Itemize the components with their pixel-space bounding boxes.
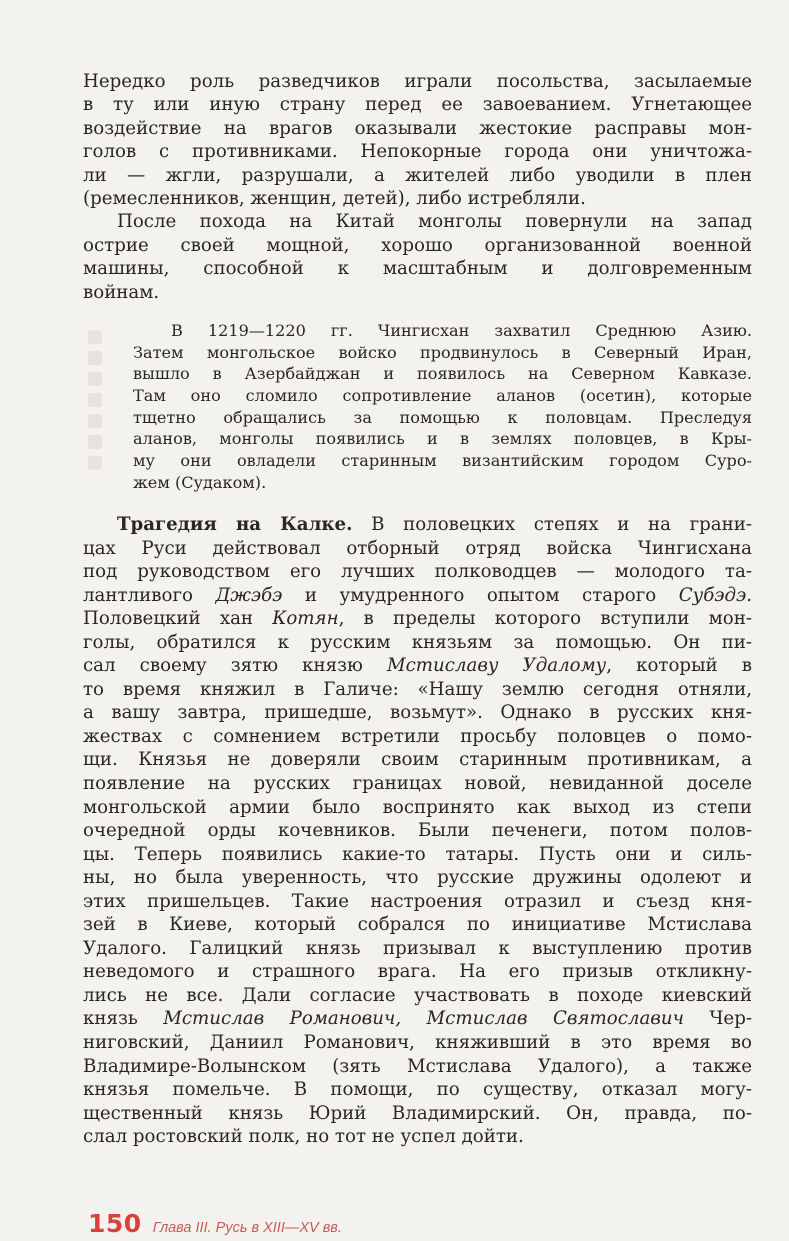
- text-line: В 1219—1220 гг. Чингисхан захватил Среднюю Азию.: [171, 321, 752, 340]
- text-line: аланов, монголы появились и в землях половцев, в Кры-: [133, 429, 752, 449]
- text-line: появление на русских границах новой, невиданной доселе: [83, 773, 752, 795]
- text-line: Удалого. Галицкий князь призывал к выступлению против: [83, 937, 752, 959]
- margin-mark: [88, 351, 102, 365]
- text-line: Владимире-Волынском (зять Мстислава Удалого), а также: [83, 1055, 752, 1077]
- text-span: князь: [83, 1008, 164, 1030]
- text-line: голы, обратился к русским князьям за помощью. Он пи-: [83, 631, 752, 653]
- text-line: голов с противниками. Непокорные города они уничтожа-: [83, 141, 752, 163]
- text-line: вышло в Азербайджан и появилось на Северном Кавказе.: [133, 364, 752, 384]
- text-line: машины, способной к масштабным и долговременным: [83, 258, 752, 280]
- margin-mark: [88, 435, 102, 449]
- text-line: ниговский, Даниил Романович, княживший в это время во: [83, 1032, 752, 1054]
- text-line: неведомого и страшного врага. На его призыв откликну-: [83, 961, 752, 983]
- text-line: под руководством его лучших полководцев — молодого та-: [83, 561, 752, 583]
- text-span: лантливого: [83, 584, 216, 606]
- text-line: зей в Киеве, который собрался по инициативе Мстислава: [83, 914, 752, 936]
- text-line: щи. Князья не доверяли своим старинным противникам, а: [83, 749, 752, 771]
- text-line: жем (Судаком).: [133, 472, 267, 492]
- text-line: а вашу завтра, пришедше, возьмут». Однако в русских кня-: [83, 702, 752, 724]
- text-line: острие своей мощной, хорошо организованной военной: [83, 234, 752, 256]
- text-line: Затем монгольское войско продвинулось в Северный Иран,: [133, 342, 752, 362]
- margin-mark: [88, 372, 102, 386]
- text-line: [83, 1007, 752, 1031]
- text-line: [83, 584, 752, 608]
- person-name: Мстислав Святославич: [426, 1008, 684, 1030]
- text-line: войнам.: [83, 281, 160, 303]
- text-line: (ремесленников, женщин, детей), либо истребляли.: [83, 187, 586, 209]
- text-line: [83, 654, 752, 678]
- person-name: Субэдэ.: [678, 584, 752, 606]
- intro-text-block: [83, 70, 752, 304]
- chapter-title: Глава III. Русь в XIII—XV вв.: [152, 1220, 342, 1236]
- text-line: Нередко роль разведчиков играли посольства, засылаемые: [83, 71, 752, 92]
- margin-mark: [88, 330, 102, 344]
- text-line: му они овладели старинным византийским городом Суро-: [133, 451, 752, 471]
- text-line: этих пришельцев. Такие настроения отразил и съезд кня-: [83, 890, 752, 912]
- text-line: цах Руси действовал отборный отряд войска Чингисхана: [83, 537, 752, 559]
- text-span: сал своему зятю князю: [83, 655, 387, 677]
- text-line: ли — жгли, разрушали, а жителей либо уводили в плен: [83, 164, 752, 186]
- text-line: монгольской армии было воспринято как выход из степи: [83, 796, 752, 818]
- text-line: лись не все. Дали согласие участвовать в походе киевский: [83, 984, 752, 1006]
- text-line: ны, но была уверенность, что русские дружины одолеют и: [83, 867, 752, 889]
- margin-mark: [88, 456, 102, 470]
- text-span: , который в: [606, 655, 753, 677]
- person-name: Джэбэ: [215, 584, 283, 606]
- text-span: Чер-: [683, 1008, 752, 1030]
- person-name: Мстислав Романович: [163, 1008, 396, 1030]
- person-name: Котян: [272, 608, 339, 630]
- section-heading: Трагедия на Калке.: [117, 514, 353, 535]
- margin-mark: [88, 414, 102, 428]
- text-span: В половецких степях и на грани-: [352, 514, 752, 535]
- text-line: в ту или иную страну перед ее завоеванием. Угнетающее: [83, 94, 752, 116]
- text-line: тщетно обращались за помощью к половцам. Преследуя: [133, 407, 752, 427]
- person-name: Мстиславу Удалому: [386, 655, 607, 677]
- page-footer: [88, 1209, 342, 1241]
- text-line: [83, 607, 752, 631]
- text-line: князья помельче. В помощи, по существу, отказал могу-: [83, 1079, 752, 1101]
- section-kalka: [83, 513, 752, 1149]
- text-line: очередной орды кочевников. Были печенеги, потом полов-: [83, 820, 752, 842]
- margin-decoration: [88, 330, 110, 490]
- text-line: то время княжил в Галиче: «Нашу землю сегодня отняли,: [83, 678, 752, 700]
- text-line: жествах с сомнением встретили просьбу половцев о помо-: [83, 725, 752, 747]
- margin-mark: [88, 393, 102, 407]
- text-line: щественный князь Юрий Владимирский. Он, правда, по-: [83, 1102, 752, 1124]
- text-line: слал ростовский полк, но тот не успел дойти.: [83, 1126, 524, 1148]
- text-span: , в пределы которого вступили мон-: [338, 608, 752, 630]
- text-line: цы. Теперь появились какие-то татары. Пусть они и силь-: [83, 843, 752, 865]
- text-line: воздействие на врагов оказывали жестокие расправы мон-: [83, 117, 752, 139]
- small-print-block: [133, 320, 752, 494]
- text-line: После похода на Китай монголы повернули на запад: [117, 211, 752, 233]
- text-span: Половецкий хан: [83, 608, 273, 630]
- text-span: ,: [395, 1008, 427, 1030]
- text-line: Там оно сломило сопротивление аланов (осетин), которые: [133, 386, 752, 406]
- text-span: и умудренного опытом старого: [282, 584, 679, 606]
- text-line: [83, 513, 752, 537]
- page-number: 150: [88, 1209, 142, 1238]
